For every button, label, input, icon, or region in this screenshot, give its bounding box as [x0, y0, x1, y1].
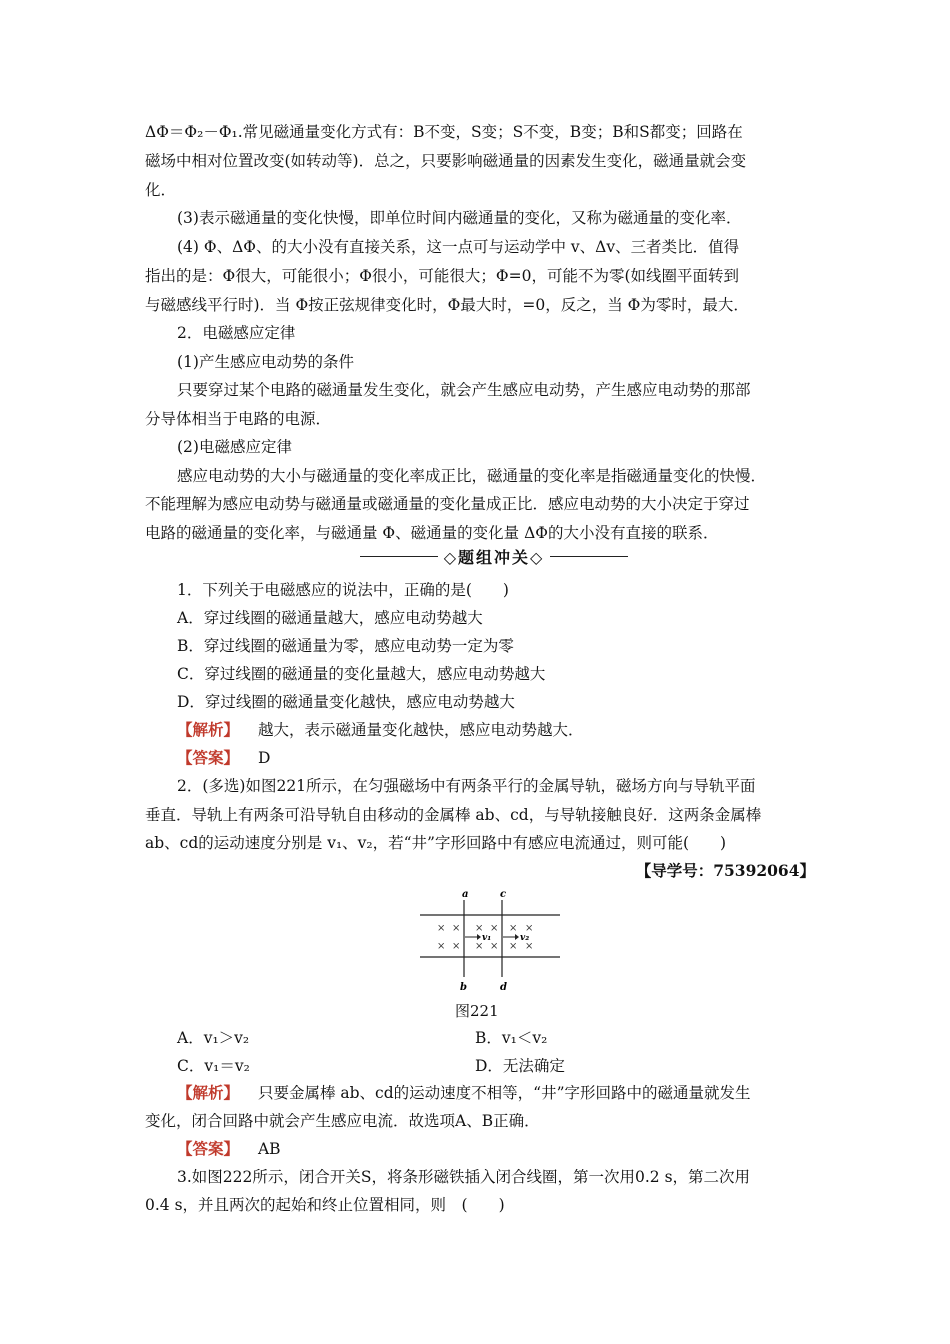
- paragraph-line: 与磁感线平行时)．当 Φ按正弦规律变化时，Φ最大时，=0，反之，当 Φ为零时，最大．: [145, 296, 749, 314]
- question-stem: ab、cd的运动速度分别是 v₁、v₂，若“井”字形回路中有感应电流通过，则可能( ): [145, 834, 727, 852]
- answer-label: 【答案】: [177, 1139, 240, 1158]
- label-b: b: [460, 982, 467, 993]
- svg-text:×: ×: [452, 923, 461, 934]
- analysis-row: [177, 720, 847, 740]
- paragraph-line: 不能理解为感应电动势与磁通量或磁通量的变化量成正比．感应电动势的大小决定于穿过: [145, 495, 750, 513]
- paragraph-line: 分导体相当于电路的电源．: [145, 410, 332, 428]
- analysis-text: 只要金属棒 ab、cd的运动速度不相等，“井”字形回路中的磁通量就发生: [257, 1084, 751, 1102]
- analysis-label: 【解析】: [177, 1083, 240, 1102]
- option-b: B．v₁＜v₂: [475, 1029, 548, 1047]
- label-v1: v₁: [482, 933, 492, 943]
- paragraph-line: (4) Φ、ΔΦ、的大小没有直接关系，这一点可与运动学中 v、Δv、三者类比．值得: [177, 238, 740, 256]
- answer-row: [177, 1139, 847, 1159]
- option-c: C．v₁＝v₂: [177, 1057, 250, 1075]
- svg-text:×: ×: [490, 923, 499, 934]
- analysis-text: 越大，表示磁通量变化越快，感应电动势越大．: [257, 721, 584, 739]
- option-a: A．v₁＞v₂: [177, 1029, 250, 1047]
- subsection-heading: (1)产生感应电动势的条件: [177, 353, 354, 371]
- svg-text:×: ×: [475, 941, 484, 952]
- label-v2: v₂: [520, 933, 530, 943]
- paragraph-line: 化．: [145, 181, 177, 199]
- svg-text:×: ×: [437, 941, 446, 952]
- header-rule-right: [550, 556, 628, 557]
- option-a: A．穿过线圈的磁通量越大，感应电动势越大: [177, 609, 483, 627]
- paragraph-line: 指出的是：Φ很大，可能很小；Φ很小，可能很大；Φ=0，可能不为零(如线圈平面转到: [145, 267, 740, 285]
- analysis-text: 变化，闭合回路中就会产生感应电流．故选项A、B正确．: [145, 1112, 540, 1130]
- paragraph-line: 电路的磁通量的变化率，与磁通量 Φ、磁通量的变化量 ΔΦ的大小没有直接的联系．: [145, 524, 719, 542]
- option-c: C．穿过线圈的磁通量的变化量越大，感应电动势越大: [177, 665, 546, 683]
- paragraph-line: 磁场中相对位置改变(如转动等)．总之，只要影响磁通量的因素发生变化，磁通量就会变: [145, 152, 747, 170]
- rails-figure: [415, 885, 565, 995]
- svg-text:×: ×: [525, 923, 534, 934]
- svg-text:×: ×: [525, 941, 534, 952]
- svg-text:×: ×: [437, 923, 446, 934]
- paragraph-line: 只要穿过某个电路的磁通量发生变化，就会产生感应电动势，产生感应电动势的那部: [177, 381, 751, 399]
- paragraph-line: ΔΦ＝Φ₂－Φ₁.常见磁通量变化方式有：B不变，S变；S不变，B变；B和S都变；回路在: [145, 123, 743, 141]
- question-stem: 垂直．导轨上有两条可沿导轨自由移动的金属棒 ab、cd，与导轨接触良好．这两条金属棒: [145, 806, 762, 824]
- label-d: d: [500, 982, 507, 993]
- question-stem: 0.4 s，并且两次的起始和终止位置相同，则 ( ): [145, 1196, 505, 1214]
- section-heading: 2．电磁感应定律: [177, 324, 296, 342]
- section-header-title: ◇题组冲关◇: [443, 547, 545, 567]
- svg-text:×: ×: [490, 941, 499, 952]
- analysis-row: [177, 1083, 847, 1103]
- question-stem: 3.如图222所示，闭合开关S，将条形磁铁插入闭合线圈，第一次用0.2 s，第二次用: [177, 1168, 751, 1186]
- label-c: c: [500, 889, 507, 900]
- svg-text:×: ×: [452, 941, 461, 952]
- figure-caption: 图221: [455, 1002, 499, 1020]
- paragraph-line: (3)表示磁通量的变化快慢，即单位时间内磁通量的变化，又称为磁通量的变化率．: [177, 209, 742, 227]
- guide-number: 【导学号：75392064】: [635, 861, 815, 880]
- label-a: a: [462, 889, 469, 900]
- svg-text:×: ×: [509, 941, 518, 952]
- analysis-label: 【解析】: [177, 720, 240, 739]
- answer-text: AB: [257, 1140, 281, 1158]
- answer-text: D: [257, 749, 271, 767]
- option-d: D．穿过线圈的磁通量变化越快，感应电动势越大: [177, 693, 515, 711]
- answer-row: [177, 748, 847, 768]
- section-header: [360, 545, 628, 567]
- paragraph-line: 感应电动势的大小与磁通量的变化率成正比，磁通量的变化率是指磁通量变化的快慢．: [177, 467, 767, 485]
- header-rule-left: [360, 556, 438, 557]
- option-d: D．无法确定: [475, 1057, 565, 1075]
- option-b: B．穿过线圈的磁通量为零，感应电动势一定为零: [177, 637, 514, 655]
- subsection-heading: (2)电磁感应定律: [177, 438, 292, 456]
- svg-text:×: ×: [509, 923, 518, 934]
- question-stem: 2．(多选)如图221所示，在匀强磁场中有两条平行的金属导轨，磁场方向与导轨平面: [177, 777, 756, 795]
- svg-text:×: ×: [475, 923, 484, 934]
- answer-label: 【答案】: [177, 748, 240, 767]
- question-stem: 1．下列关于电磁感应的说法中，正确的是( ): [177, 581, 509, 599]
